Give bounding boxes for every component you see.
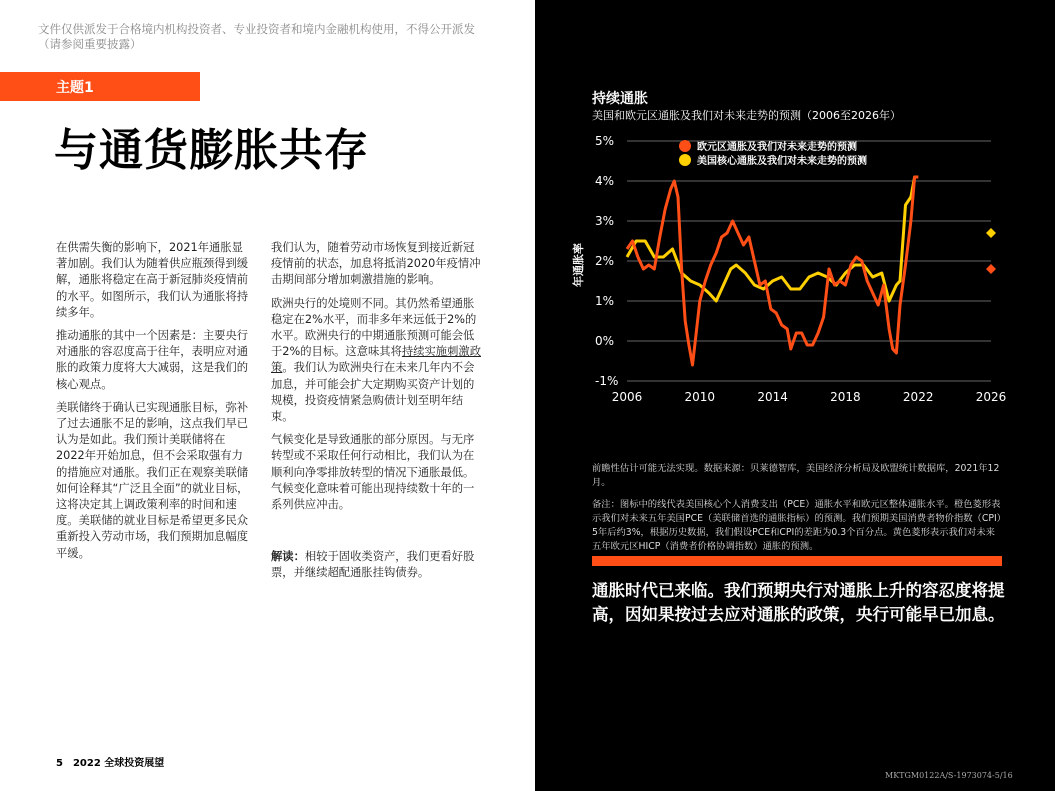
y-tick-label: 4% <box>595 174 615 188</box>
pull-quote: 通胀时代已来临。我们预期央行对通胀上升的容忍度将提高，因如果按过去应对通胀的政策，央行可能早已加息。 <box>592 581 1005 624</box>
chart-notes <box>592 462 1002 562</box>
disclaimer-line: （请参阅重要披露） <box>38 37 142 51</box>
y-tick-label: 2% <box>595 254 615 268</box>
legend-marker-euro <box>679 140 691 152</box>
disclaimer-line: 文件仅供派发于合格境内机构投资者、专业投资者和境内金融机构使用，不得公开派发 <box>38 22 475 36</box>
series-layer <box>627 177 996 365</box>
right-panel <box>535 0 1055 791</box>
us-forecast-diamond <box>986 228 996 238</box>
emphasis-text: 持续实施刺激政策 <box>271 345 481 375</box>
page-footer <box>56 754 164 769</box>
disclaimer <box>38 22 518 52</box>
document-code: MKTGM0122A/S-1973074-5/16 <box>885 771 1013 780</box>
legend-marker-us <box>679 154 691 166</box>
euro-inflation-line <box>627 177 918 365</box>
x-tick-label: 2026 <box>975 390 1007 404</box>
y-axis-label: 年通胀率 <box>572 243 585 287</box>
paragraph: 在供需失衡的影响下，2021年通胀显著加剧。我们认为随着供应瓶颈得到缓解，通胀将稳定在高于新冠肺炎疫情前的水平。如图所示，我们认为通胀将持续多年。 <box>56 241 249 319</box>
body-column-2 <box>271 240 481 520</box>
takeaway <box>271 549 481 581</box>
paragraph: 气候变化是导致通胀的部分原因。与无序转型或不采取任何行动相比，我们认为在顺利向净零排放转型的情况下通胀最低。气候变化意味着可能出现持续数十年的一系列供应冲击。 <box>271 433 475 512</box>
legend-label-euro: 欧元区通胀及我们对未来走势的预测 <box>697 142 857 153</box>
euro-forecast-diamond <box>986 264 996 274</box>
takeaway-text: 相较于固收类资产，我们更看好股票，并继续超配通胀挂钩债券。 <box>271 550 475 580</box>
takeaway-label: 解读： <box>271 550 305 563</box>
page-title: 与通货膨胀共存 <box>54 125 369 176</box>
x-tick-label: 2006 <box>611 390 643 404</box>
publication-name: 2022 全球投资展望 <box>72 758 165 769</box>
x-tick-label: 2010 <box>684 390 716 404</box>
theme-label: 主题1 <box>56 80 94 96</box>
us-inflation-line <box>627 177 918 301</box>
chart-title: 持续通胀 <box>592 91 648 107</box>
tick-layer <box>595 134 1006 404</box>
paragraph: 推动通胀的其中一个因素是：主要央行对通胀的容忍度高于往年，表明应对通胀的政策力度将大大减弱，这是我们的核心观点。 <box>56 329 249 391</box>
y-tick-label: 1% <box>595 294 615 308</box>
theme-bar <box>0 72 200 101</box>
y-tick-label: 3% <box>595 214 615 228</box>
y-tick-label: 0% <box>595 334 615 348</box>
body-column-1 <box>56 240 254 569</box>
paragraph-text: 欧洲央行的处境则不同。其仍然希望通胀稳定在2%水平，而非多年来远低于2%的水平。欧洲央行的中期通胀预测可能会低于2%的目标。这意味其将 <box>271 296 477 359</box>
remark-note: 备注：图标中的线代表美国核心个人消费支出（PCE）通胀水平和欧元区整体通胀水平。橙色菱形表示我们对未来五年美国PCE（美联储首选的通胀指标）的预测。我们预期美国消费者物价指数（CPI）5年后约3%，根据历史数据，我们假设PCE和CPI的差距为0.3个百分点。黄色菱形表示我们对未来五年欧元区HICP（消费者价格协调指数）通胀的预测。 <box>592 499 1002 552</box>
paragraph-text: 。我们认为欧洲央行在未来几年内不会加息，并可能会扩大定期购买资产计划的规模，投资疫情紧急购债计划至明年结束。 <box>271 361 475 424</box>
x-tick-label: 2022 <box>902 390 934 404</box>
x-tick-label: 2018 <box>830 390 861 404</box>
y-tick-label: -1% <box>595 374 619 388</box>
source-note: 前瞻性估计可能无法实现。数据来源：贝莱德智库，美国经济分析局及欧盟统计数据库，2021年12月。 <box>592 463 1000 488</box>
y-tick-label: 5% <box>595 134 615 148</box>
divider <box>592 556 1002 566</box>
inflation-chart <box>535 125 1055 410</box>
legend <box>679 140 867 167</box>
paragraph: 我们认为，随着劳动市场恢复到接近新冠疫情前的状态，加息将抵消2020年疫情冲击期间部分增加刺激措施的影响。 <box>271 241 481 287</box>
legend-label-us: 美国核心通胀及我们对未来走势的预测 <box>697 156 867 167</box>
paragraph <box>271 296 481 426</box>
paragraph: 美联储终于确认已实现通胀目标，弥补了过去通胀不足的影响，这点我们早已认为是如此。我们预计美联储将在2022年开始加息，但不会采取强有力的措施应对通胀。我们正在观察美联储如何诠释其“广泛且全面”的就业目标，这将决定其上调政策利率的时间和速度。美联储的就业目标是希望更多民众重新投入劳动市场，我们预期加息幅度平缓。 <box>56 400 249 560</box>
chart-subtitle: 美国和欧元区通胀及我们对未来走势的预测（2006至2026年） <box>592 109 901 122</box>
page-number: 5 <box>56 758 63 769</box>
x-tick-label: 2014 <box>757 390 788 404</box>
